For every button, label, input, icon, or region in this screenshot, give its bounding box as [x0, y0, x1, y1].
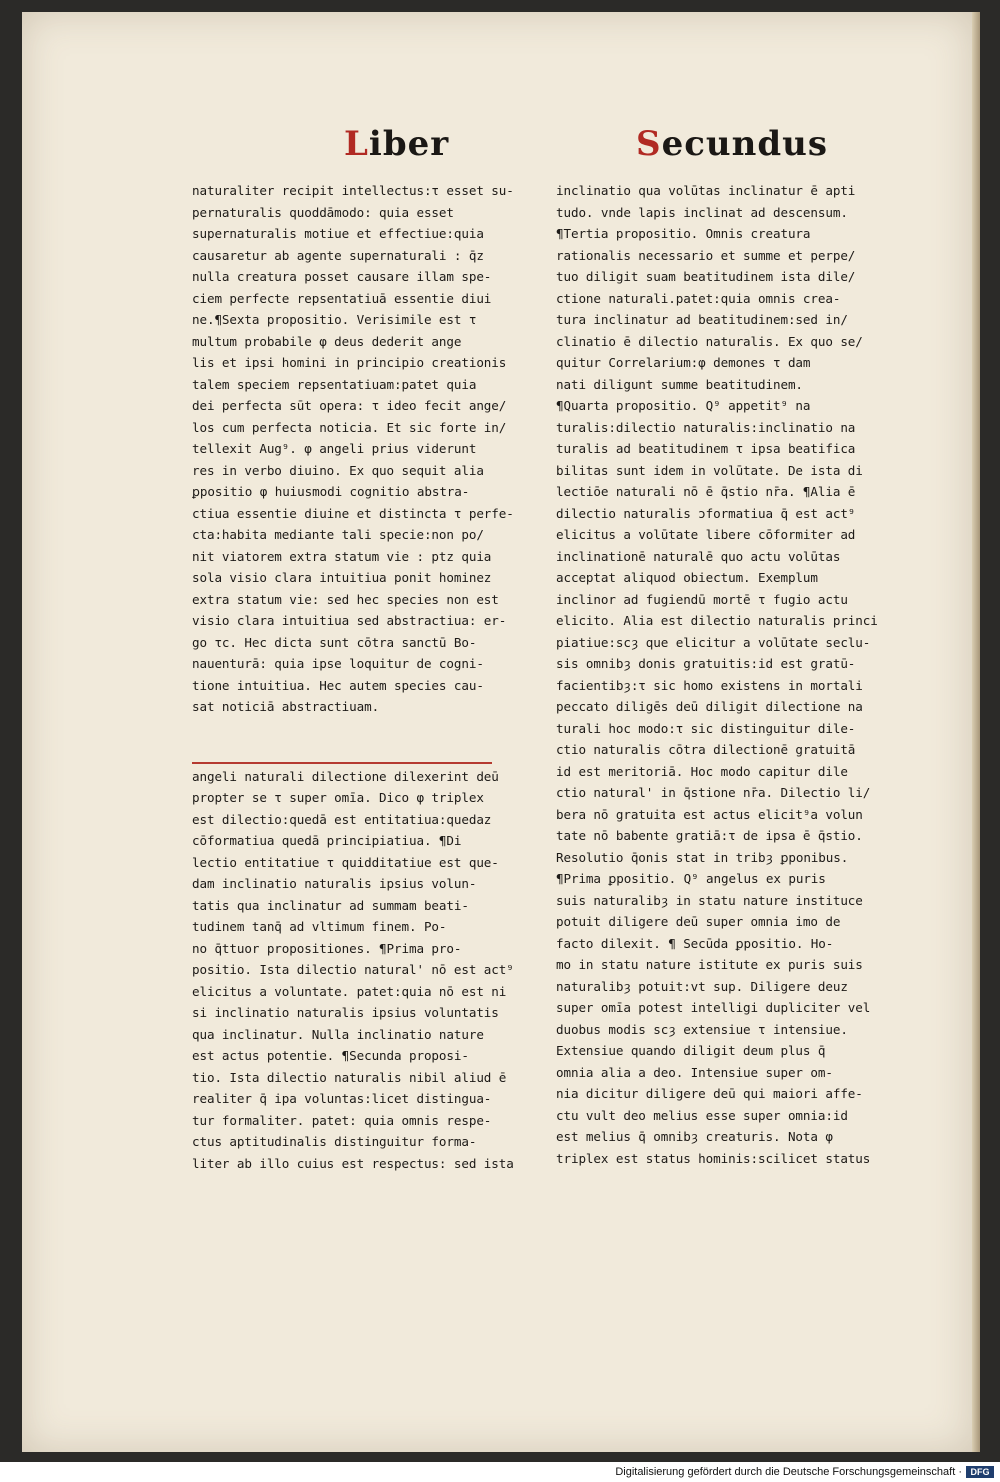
left-column-top-line: extra statum vie: sed hec species non est [192, 591, 499, 607]
right-column-line: tate nō babente gratiā:τ de ipsa ē q̄stio. [556, 828, 863, 843]
left-column-bottom-line: cōformatiua quedā principiatiua. ¶Di [192, 833, 462, 848]
question-heading [192, 732, 547, 766]
right-column-line: Extensiue quando diligit deum plus q̄ [556, 1043, 826, 1058]
right-column-line: ctio naturalis cōtra dilectionē gratuitā [556, 742, 856, 757]
left-column-bottom-line: tur formaliter. patet: quia omnis respe- [192, 1112, 492, 1128]
left-column-top-line: naturaliter recipit intellectus:τ esset su- [192, 183, 514, 198]
left-column-top-line: dei perfecta sūt opera: τ ideo fecit ange/ [192, 398, 507, 413]
left-column-top-line: talem speciem repsentatiuam:patet quia [192, 376, 477, 392]
running-head-left-initial: L [344, 124, 369, 164]
running-head-left [344, 124, 449, 164]
right-column-line: sis omnibȝ donis gratuitis:id est gratū- [556, 656, 856, 671]
left-column-top-line: tellexit Aug⁹. φ angeli prius viderunt [192, 441, 477, 456]
right-column-line: mo in statu nature istitute ex puris suis [556, 957, 863, 972]
right-column-line: elicitus a volūtate libere cōformiter ad [556, 527, 856, 542]
right-column-line: clinatio ē dilectio naturalis. Ex quo se/ [556, 333, 863, 349]
left-column-bottom-line: si inclinatio naturalis ipsius voluntatis [192, 1005, 499, 1020]
right-column-line: rationalis necessario et summe et perpe/ [556, 247, 856, 263]
running-head-left-rest: iber [368, 124, 450, 164]
left-column-top-line: cta:habita mediante tali specie:non po/ [192, 527, 484, 542]
left-column-bottom-line: liter ab illo cuius est respectus: sed ista [192, 1155, 514, 1171]
right-column-line: ¶Prima ꝑpositio. Q⁹ angelus ex puris [556, 871, 826, 886]
left-column-top-line: nauenturā: quia ipse loquitur de cogni- [192, 656, 484, 671]
left-column-top-line: ꝑpositio φ huiusmodi cognitio abstra- [192, 484, 470, 499]
left-column-bottom-line: qua inclinatur. Nulla inclinatio nature [192, 1026, 484, 1042]
dfg-logo: DFG [966, 1466, 994, 1478]
left-column-top-line: sola visio clara intuitiua ponit hominez [192, 570, 492, 585]
right-column-line: tura inclinatur ad beatitudinem:sed in/ [556, 312, 848, 327]
left-column-top-line: nulla creatura posset causare illam spe- [192, 269, 492, 284]
left-column-top-line: pernaturalis quoddāmodo: quia esset [192, 204, 454, 220]
right-column-line: inclinationē naturalē quo actu volūtas [556, 548, 841, 564]
left-column-top-line: ctiua essentie diuine et distincta τ perfe- [192, 505, 514, 521]
page-edge [972, 12, 980, 1452]
left-column-top-line: sat noticiā abstractiuam. [192, 699, 380, 714]
left-column-top-line: nit viatorem extra statum vie : ptz quia [192, 548, 492, 564]
left-column-bottom-line: est dilectio:quedā est entitatiua:quedaz [192, 811, 492, 827]
right-column-line: lectiōe naturali nō ē q̄stio nr̄a. ¶Alia ē [556, 484, 856, 499]
right-column-line: inclinor ad fugiendū mortē τ fugio actu [556, 591, 848, 607]
right-column-line: bera nō gratuita est actus elicit⁹a volun [556, 806, 863, 822]
heading-underline [192, 762, 492, 764]
left-column-top-line: visio clara intuitiua sed abstractiua: er- [192, 613, 507, 628]
right-column-line: tuo diligit suam beatitudinem ista dile/ [556, 269, 856, 284]
left-column-bottom-line: tatis qua inclinatur ad summam beati- [192, 897, 469, 913]
left-column-top-line: los cum perfecta noticia. Et sic forte in/ [192, 419, 507, 435]
right-column-line: est melius q̄ omnibȝ creaturis. Nota φ [556, 1129, 833, 1144]
right-column-line: dilectio naturalis ɔformatiua q̄ est act⁹ [556, 505, 856, 521]
left-column [192, 180, 547, 1174]
left-column-top-line: ne.¶Sexta propositio. Verisimile est τ [192, 312, 477, 327]
left-column-top-line: go τc. Hec dicta sunt cōtra sanctū Bo- [192, 634, 477, 650]
left-column-top-line: lis et ipsi homini in principio creationis [192, 355, 507, 370]
running-head-right-initial: S [636, 124, 662, 164]
right-column-line: nati diligunt summe beatitudinem. [556, 376, 803, 392]
left-column-bottom-line: propter se τ super omīa. Dico φ triplex [192, 790, 484, 805]
footer [0, 1462, 1000, 1482]
right-column-line: piatiue:scȝ que elicitur a volūtate seclu- [556, 634, 871, 650]
right-column-line: inclinatio qua volūtas inclinatur ē apti [556, 183, 856, 198]
left-column-bottom-text [192, 766, 547, 1175]
left-column-bottom-line: elicitus a voluntate. patet:quia nō est ni [192, 983, 507, 999]
right-column-line: id est meritoriā. Hoc modo capitur dile [556, 763, 848, 779]
right-column-line: triplex est status hominis:scilicet status [556, 1150, 871, 1166]
left-column-top-line: multum probabile φ deus dederit ange [192, 333, 462, 349]
right-column-text [556, 180, 921, 1169]
left-column-bottom-line: angeli naturali dilectione dilexerint deū [192, 768, 499, 784]
running-head-right-rest: ecundus [661, 124, 828, 164]
right-column-line: ctu vult deo melius esse super omnia:id [556, 1107, 848, 1123]
right-column-line: facientibȝ:τ sic homo existens in mortali [556, 677, 863, 693]
right-column-line: nia dicitur diligere deū qui maiori affe- [556, 1086, 863, 1101]
left-column-top-line: supernaturalis motiue et effectiue:quia [192, 226, 484, 241]
right-column-line: facto dilexit. ¶ Secūda ꝑpositio. Ho- [556, 935, 834, 951]
left-column-top-line: ciem perfecte repsentatiuā essentie diui [192, 290, 492, 306]
left-column-top-line: res in verbo diuino. Ex quo sequit alia [192, 462, 484, 478]
left-column-bottom-line: tudinem tanq̄ ad vltimum finem. Po- [192, 919, 447, 934]
left-column-top-text [192, 180, 547, 718]
left-column-bottom-line: dam inclinatio naturalis ipsius volun- [192, 876, 477, 891]
left-column-bottom-line: positio. Ista dilectio natural' nō est act⁹ [192, 962, 514, 977]
right-column-line: ctio natural' in q̄stione nr̄a. Dilectio li/ [556, 785, 871, 800]
right-column-line: duobus modis scȝ extensiue τ intensiue. [556, 1021, 848, 1037]
right-column-line: potuit diligere deū super omnia imo de [556, 914, 841, 929]
book-page [22, 12, 972, 1452]
right-column-line: turalis:dilectio naturalis:inclinatio na [556, 419, 856, 435]
left-column-bottom-line: est actus potentie. ¶Secunda proposi- [192, 1048, 469, 1063]
left-column-bottom-line: ctus aptitudinalis distinguitur forma- [192, 1134, 477, 1149]
right-column-line: turali hoc modo:τ sic distinguitur dile- [556, 720, 856, 736]
right-column-line: naturalibȝ potuit:vt sup. Diligere deuz [556, 978, 848, 994]
left-column-top-line: causaretur ab agente supernaturali : q̄z [192, 247, 484, 263]
right-column-line: omnia alia a deo. Intensiue super om- [556, 1064, 833, 1080]
right-column-line: tudo. vnde lapis inclinat ad descensum. [556, 204, 848, 220]
right-column-line: bilitas sunt idem in volūtate. De ista di [556, 462, 863, 478]
right-column [556, 180, 921, 1169]
right-column-line: suis naturalibȝ in statu nature instituce [556, 892, 863, 908]
right-column-line: super omīa potest intelligi dupliciter vel [556, 1000, 871, 1015]
right-column-line: ¶Tertia propositio. Omnis creatura [556, 226, 811, 241]
right-column-line: ¶Quarta propositio. Q⁹ appetit⁹ na [556, 398, 811, 413]
right-column-line: ctione naturali.patet:quia omnis crea- [556, 290, 841, 306]
right-column-line: acceptat aliquod obiectum. Exemplum [556, 570, 818, 585]
right-column-line: turalis ad beatitudinem τ ipsa beatifica [556, 441, 856, 456]
right-column-line: elicito. Alia est dilectio naturalis princi [556, 613, 878, 628]
left-column-top-line: tione intuitiua. Hec autem species cau- [192, 677, 484, 693]
left-column-bottom-line: lectio entitatiue τ quidditatiue est que- [192, 854, 499, 870]
footer-text: Digitalisierung gefördert durch die Deutsche Forschungsgemeinschaft · [615, 1466, 962, 1478]
left-column-bottom-line: tio. Ista dilectio naturalis nibil aliud ē [192, 1069, 507, 1085]
right-column-line: quitur Correlarium:φ demones τ dam [556, 355, 811, 370]
running-head-right [636, 124, 828, 164]
left-column-bottom-line: no q̄ttuor propositiones. ¶Prima pro- [192, 940, 462, 956]
left-column-bottom-line: realiter q̄ ipa voluntas:licet distingua- [192, 1091, 492, 1106]
right-column-line: Resolutio q̄onis stat in tribȝ ꝑponibus. [556, 849, 849, 865]
right-column-line: peccato diligēs deū diligit dilectione na [556, 699, 863, 714]
